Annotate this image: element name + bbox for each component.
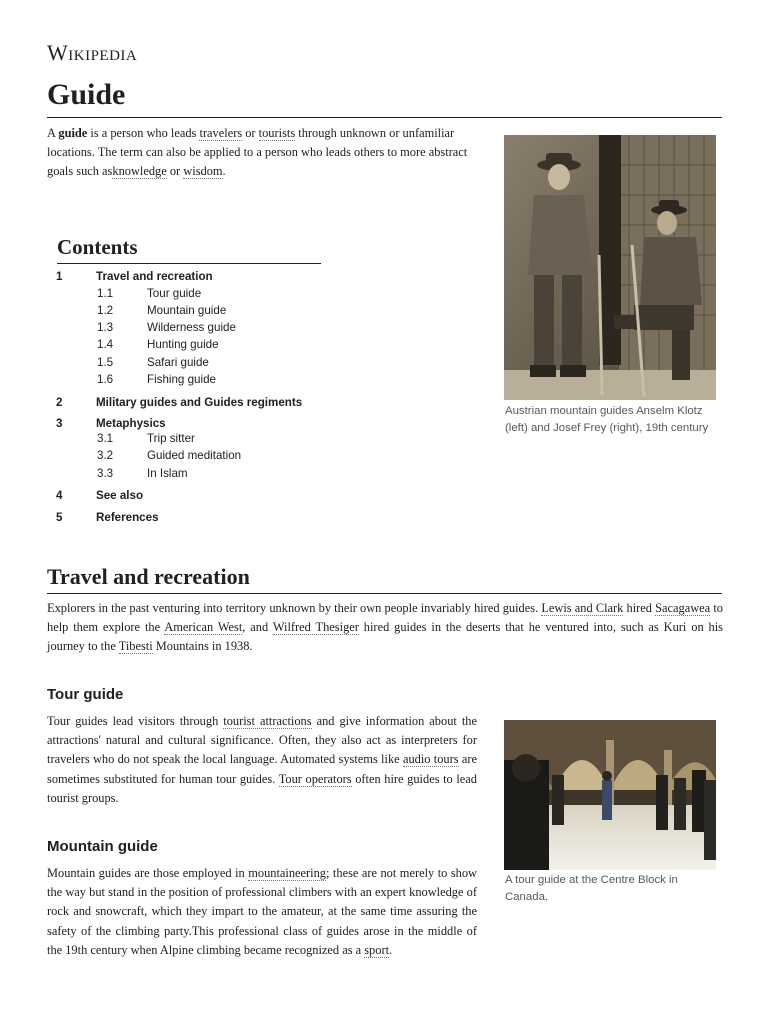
link-knowledge[interactable]: knowledge (112, 164, 167, 179)
toc-item-number: 1.1 (97, 287, 114, 300)
intro-paragraph: A guide is a person who leads travelers or tourists through unknown or unfamiliar locations. The term can also be applied to a person who leads others to more abstract goals such asknowledge or wisdom. (47, 126, 468, 179)
toc-item-label[interactable]: Trip sitter (147, 432, 195, 445)
link-wisdom[interactable]: wisdom (183, 164, 223, 179)
toc-item-label[interactable]: Military guides and Guides regiments (96, 396, 303, 409)
toc-item-label[interactable]: Wilderness guide (147, 321, 236, 334)
toc-item-number: 1.4 (97, 338, 114, 351)
link-travelers[interactable]: travelers (199, 126, 243, 140)
toc-item-number: 2 (56, 396, 63, 409)
toc-item-label[interactable]: Safari guide (147, 356, 209, 369)
toc-item-label[interactable]: Fishing guide (147, 373, 216, 386)
link-american-west[interactable]: American West (164, 620, 243, 635)
section-heading-travel: Travel and recreation (47, 564, 250, 589)
link-tourist-attractions[interactable]: tourist attractions (223, 714, 312, 728)
toc-item-number: 3.3 (97, 467, 114, 480)
link-lewis-and-clark[interactable]: Lewis and Clark (541, 601, 624, 615)
toc-item-label[interactable]: Guided meditation (147, 449, 242, 462)
toc-item-number: 1.6 (97, 373, 114, 386)
travel-heading-underline (47, 593, 722, 594)
travel-paragraph: Explorers in the past venturing into territory unknown by their own people invariably hired guides. Lewis and Clark hired Sacagawea to help them explore the American West, and Wilfred Thesiger hired guides in the deserts that he ventured into, such as Kuri on his journey to the Tibesti Mountains in 1938. (47, 601, 723, 654)
tour-guide-caption: A tour guide at the Centre Block in Canada. (505, 874, 678, 903)
toc-item-number: 1.3 (97, 321, 114, 334)
toc-item-label[interactable]: Mountain guide (147, 304, 227, 317)
toc-item-label[interactable]: See also (96, 489, 144, 502)
tour-guide-paragraph: Tour guides lead visitors through tourist attractions and give information about the attractions' natural and cultural significance. Often, they also act as interpreters for travelers who do not speak the local language. Automated systems like audio tours are sometimes substituted for human tour guides. Tour operators often hire guides to lead tourist groups. (47, 714, 477, 805)
toc-item-label[interactable]: Travel and recreation (96, 270, 213, 283)
mountain-guide-paragraph: Mountain guides are those employed in mountaineering; these are not merely to show the way but stand in the position of professional climbers with an expert knowledge of rock and snowcraft, which they impart to the amateur, at the same time assuring the safety of the climbing party.This professional class of guides arose in the middle of the 19th century when Alpine climbing became recognized as a sport. (47, 866, 477, 957)
toc-item-number: 1.5 (97, 356, 114, 369)
mountain-guides-caption: Austrian mountain guides Anselm Klotz (left) and Josef Frey (right), 19th century (505, 405, 709, 434)
toc-item-number: 3 (56, 417, 63, 430)
toc-item-label[interactable]: Tour guide (147, 287, 202, 300)
link-sport[interactable]: sport (364, 942, 390, 957)
wikipedia-logo[interactable]: Wikipedia (47, 40, 138, 65)
intro-bold-term: guide (58, 126, 88, 140)
toc-item-number: 1.2 (97, 304, 114, 317)
toc-item-number: 3.2 (97, 449, 114, 462)
toc-item-number: 1 (56, 270, 63, 283)
tour-guide-photo[interactable] (504, 720, 716, 870)
link-sacagawea[interactable]: Sacagawea (655, 601, 711, 615)
toc-item-number: 5 (56, 511, 63, 524)
link-tourists[interactable]: tourists (258, 126, 296, 140)
toc-item-number: 4 (56, 489, 63, 502)
link-tour-operators[interactable]: Tour operators (278, 771, 352, 786)
toc-item-label[interactable]: References (96, 511, 159, 524)
toc-item-number: 3.1 (97, 432, 114, 445)
toc-item-label[interactable]: Hunting guide (147, 338, 219, 351)
toc-item-label[interactable]: Metaphysics (96, 417, 166, 430)
contents-title: Contents (57, 235, 138, 259)
link-mountaineering[interactable]: mountaineering (248, 866, 326, 880)
section-heading-tour-guide: Tour guide (47, 686, 124, 703)
link-tibesti[interactable]: Tibesti (118, 639, 153, 654)
section-heading-mountain-guide: Mountain guide (47, 838, 158, 855)
link-wilfred-thesiger[interactable]: Wilfred Thesiger (272, 620, 359, 635)
toc-item-label[interactable]: In Islam (147, 467, 188, 480)
page-title: Guide (47, 78, 126, 111)
link-audio-tours[interactable]: audio tours (402, 752, 459, 767)
